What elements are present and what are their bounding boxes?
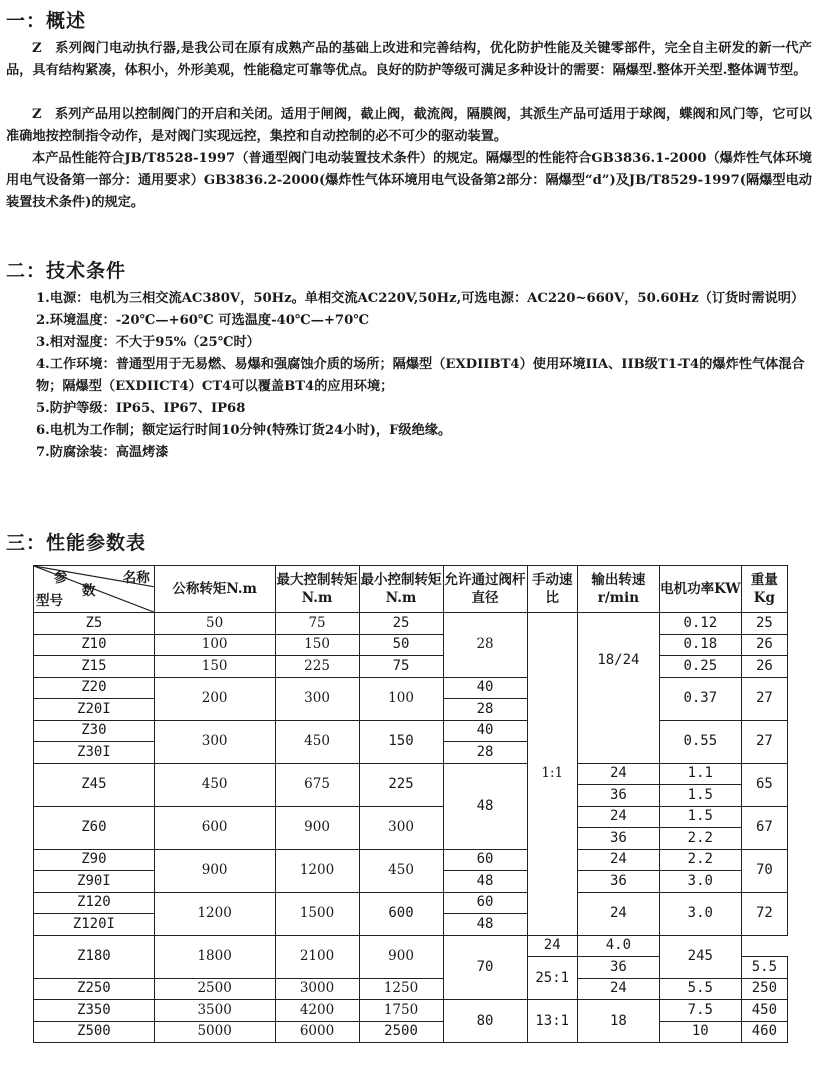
table-row — [34, 1021, 788, 1043]
max-cell: 75 — [275, 613, 359, 635]
ratio-cell: 13:1 — [527, 1000, 577, 1043]
stem-cell: 48 — [443, 914, 527, 936]
section-title-overview: 一：概述 — [6, 10, 87, 32]
power-cell: 0.12 — [659, 613, 741, 635]
model-cell: Z90I — [34, 871, 155, 893]
model-cell: Z15 — [34, 656, 155, 678]
model-cell: Z500 — [34, 1021, 155, 1043]
model-cell: Z120I — [34, 914, 155, 936]
model-cell: Z60 — [34, 806, 155, 849]
overview-paragraph-3: 本产品性能符合JB/T8528-1997（普通型阀门电动装置技术条件）的规定。隔爆型的性能符合GB3836.1-2000（爆炸性气体环境用电气设备第一部分：通用要求）GB3836.2-2000(爆炸性气体环境用电气设备第2部分：隔爆型“d”)及JB/T8529-1997(隔爆型电动装置技术条件)的规定。 — [6, 151, 812, 210]
speed-cell: 18 — [577, 1000, 659, 1043]
power-cell: 0.25 — [659, 656, 741, 678]
max-cell: 1500 — [275, 892, 359, 935]
rated-cell: 100 — [154, 634, 275, 656]
max-cell: 150 — [275, 634, 359, 656]
table-corner-header — [34, 566, 155, 613]
stem-cell: 40 — [443, 677, 527, 699]
stem-cell: 60 — [443, 892, 527, 914]
condition-item: 7.防腐涂装：高温烤漆 — [36, 445, 169, 460]
rated-cell: 50 — [154, 613, 275, 635]
stem-cell: 28 — [443, 742, 527, 764]
speed-cell: 24 — [577, 806, 659, 828]
max-cell: 2100 — [275, 935, 359, 978]
max-cell: 900 — [275, 806, 359, 849]
power-cell: 5.5 — [741, 957, 787, 979]
ratio-cell: 1:1 — [527, 613, 577, 936]
max-cell: 675 — [275, 763, 359, 806]
min-cell: 50 — [359, 634, 443, 656]
power-cell: 1.5 — [659, 806, 741, 828]
rated-cell: 450 — [154, 763, 275, 806]
header-max-torque: 最大控制转矩N.m — [275, 566, 359, 613]
overview-paragraph-2: Z 系列产品用以控制阀门的开启和关闭。适用于闸阀，截止阀，截流阀，隔膜阀，其派生产品可适用于球阀，蝶阀和风门等，它可以准确地按控制指令动作，是对阀门实现远控，集控和自动控制的必不可少的驱动装置。 — [6, 107, 812, 144]
min-cell: 25 — [359, 613, 443, 635]
max-cell: 1200 — [275, 849, 359, 892]
weight-cell: 27 — [741, 720, 787, 763]
weight-cell: 67 — [741, 806, 787, 849]
weight-cell: 250 — [741, 978, 787, 1000]
model-cell: Z10 — [34, 634, 155, 656]
min-cell: 1250 — [359, 978, 443, 1000]
weight-cell: 70 — [741, 849, 787, 892]
weight-cell: 27 — [741, 677, 787, 720]
condition-item: 5.防护等级：IP65、IP67、IP68 — [36, 401, 246, 416]
model-cell: Z120 — [34, 892, 155, 914]
stem-cell: 48 — [443, 763, 527, 849]
condition-item: 1.电源：电机为三相交流AC380V，50Hz。单相交流AC220V,50Hz,可选电源：AC220~660V，50.60Hz（订货时需说明） — [36, 291, 805, 306]
corner-model-label: 型号 — [36, 593, 63, 609]
rated-cell: 200 — [154, 677, 275, 720]
rated-cell: 300 — [154, 720, 275, 763]
weight-cell: 65 — [741, 763, 787, 806]
max-cell: 4200 — [275, 1000, 359, 1022]
table-row — [34, 892, 788, 914]
header-rated-torque: 公称转矩N.m — [154, 566, 275, 613]
rated-cell: 1200 — [154, 892, 275, 935]
table-row — [34, 978, 788, 1000]
model-cell: Z30I — [34, 742, 155, 764]
stem-cell: 48 — [443, 871, 527, 893]
power-cell: 2.2 — [659, 849, 741, 871]
speed-cell: 36 — [577, 957, 659, 979]
speed-cell: 24 — [577, 763, 659, 785]
model-cell: Z90 — [34, 849, 155, 871]
speed-cell: 18/24 — [577, 613, 659, 764]
speed-cell: 24 — [527, 935, 577, 957]
rated-cell: 1800 — [154, 935, 275, 978]
power-cell: 2.2 — [659, 828, 741, 850]
max-cell: 3000 — [275, 978, 359, 1000]
model-cell: Z45 — [34, 763, 155, 806]
rated-cell: 900 — [154, 849, 275, 892]
table-row — [34, 1000, 788, 1022]
header-motor-power: 电机功率KW — [659, 566, 741, 613]
header-weight: 重量Kg — [741, 566, 787, 613]
min-cell: 75 — [359, 656, 443, 678]
power-cell: 10 — [659, 1021, 741, 1043]
stem-cell: 70 — [443, 935, 527, 1000]
performance-parameter-table — [33, 565, 788, 1043]
max-cell: 300 — [275, 677, 359, 720]
model-cell: Z20I — [34, 699, 155, 721]
header-min-torque: 最小控制转矩N.m — [359, 566, 443, 613]
stem-cell: 60 — [443, 849, 527, 871]
power-cell: 0.37 — [659, 677, 741, 720]
power-cell: 5.5 — [659, 978, 741, 1000]
power-cell: 4.0 — [577, 935, 659, 957]
power-cell: 1.1 — [659, 763, 741, 785]
min-cell: 1750 — [359, 1000, 443, 1022]
table-row — [34, 613, 788, 635]
ratio-cell: 25:1 — [527, 957, 577, 1000]
speed-cell: 24 — [577, 978, 659, 1000]
weight-cell: 245 — [659, 935, 741, 978]
table-row — [34, 720, 788, 742]
conditions-list — [36, 288, 812, 464]
header-manual-ratio: 手动速比 — [527, 566, 577, 613]
stem-cell: 28 — [443, 613, 527, 678]
power-cell: 3.0 — [659, 892, 741, 935]
speed-cell: 36 — [577, 785, 659, 807]
min-cell: 900 — [359, 935, 443, 978]
rated-cell: 2500 — [154, 978, 275, 1000]
speed-cell: 36 — [577, 871, 659, 893]
speed-cell: 36 — [577, 828, 659, 850]
max-cell: 6000 — [275, 1021, 359, 1043]
corner-shu-label: 数 — [82, 583, 96, 599]
weight-cell: 72 — [741, 892, 787, 935]
table-row — [34, 634, 788, 656]
model-cell: Z350 — [34, 1000, 155, 1022]
overview-paragraph-1: Z 系列阀门电动执行器,是我公司在原有成熟产品的基础上改进和完善结构，优化防护性能及关键零部件，完全自主研发的新一代产品，具有结构紧凑，体积小，外形美观，性能稳定可靠等优点。良好的防护等级可满足多种设计的需要：隔爆型.整体开关型.整体调节型。 — [6, 41, 812, 78]
header-stem-diameter: 允许通过阀杆直径 — [443, 566, 527, 613]
min-cell: 150 — [359, 720, 443, 763]
weight-cell: 460 — [741, 1021, 787, 1043]
weight-cell: 450 — [741, 1000, 787, 1022]
table-row — [34, 763, 788, 785]
model-cell: Z5 — [34, 613, 155, 635]
stem-cell: 28 — [443, 699, 527, 721]
speed-cell: 24 — [577, 849, 659, 871]
condition-item: 6.电机为工作制；额定运行时间10分钟(特殊订货24小时)，F级绝缘。 — [36, 423, 452, 438]
weight-cell: 25 — [741, 613, 787, 635]
min-cell: 2500 — [359, 1021, 443, 1043]
table-header-row — [34, 566, 788, 613]
power-cell: 0.18 — [659, 634, 741, 656]
model-cell: Z30 — [34, 720, 155, 742]
rated-cell: 150 — [154, 656, 275, 678]
min-cell: 100 — [359, 677, 443, 720]
condition-item: 4.工作环境：普通型用于无易燃、易爆和强腐蚀介质的场所；隔爆型（EXDIIBT4）使用环境IIA、IIB级T1-T4的爆炸性气体混合物；隔爆型（EXDIICT4）CT4可以覆盖BT4的应用环境； — [36, 357, 805, 394]
condition-item: 2.环境温度：-20℃—+60℃ 可选温度-40℃—+70℃ — [36, 313, 370, 328]
model-cell: Z250 — [34, 978, 155, 1000]
stem-cell: 80 — [443, 1000, 527, 1043]
min-cell: 600 — [359, 892, 443, 935]
rated-cell: 3500 — [154, 1000, 275, 1022]
rated-cell: 5000 — [154, 1021, 275, 1043]
power-cell: 0.55 — [659, 720, 741, 763]
weight-cell: 26 — [741, 634, 787, 656]
max-cell: 225 — [275, 656, 359, 678]
weight-cell: 26 — [741, 656, 787, 678]
table-row — [34, 677, 788, 699]
section-title-parameters: 三：性能参数表 — [6, 532, 147, 554]
table-row — [34, 935, 788, 957]
stem-cell: 40 — [443, 720, 527, 742]
rated-cell: 600 — [154, 806, 275, 849]
power-cell: 3.0 — [659, 871, 741, 893]
corner-param-label: 参 — [54, 570, 68, 586]
power-cell: 7.5 — [659, 1000, 741, 1022]
min-cell: 225 — [359, 763, 443, 806]
table-row — [34, 656, 788, 678]
model-cell: Z20 — [34, 677, 155, 699]
speed-cell: 24 — [577, 892, 659, 935]
power-cell: 1.5 — [659, 785, 741, 807]
min-cell: 300 — [359, 806, 443, 849]
header-output-speed: 输出转速r/min — [577, 566, 659, 613]
table-row — [34, 849, 788, 871]
corner-name-label: 名称 — [122, 570, 150, 586]
max-cell: 450 — [275, 720, 359, 763]
model-cell: Z180 — [34, 935, 155, 978]
min-cell: 450 — [359, 849, 443, 892]
table-row — [34, 806, 788, 828]
condition-item: 3.相对湿度：不大于95%（25℃时） — [36, 335, 260, 350]
section-title-conditions: 二：技术条件 — [6, 260, 127, 282]
